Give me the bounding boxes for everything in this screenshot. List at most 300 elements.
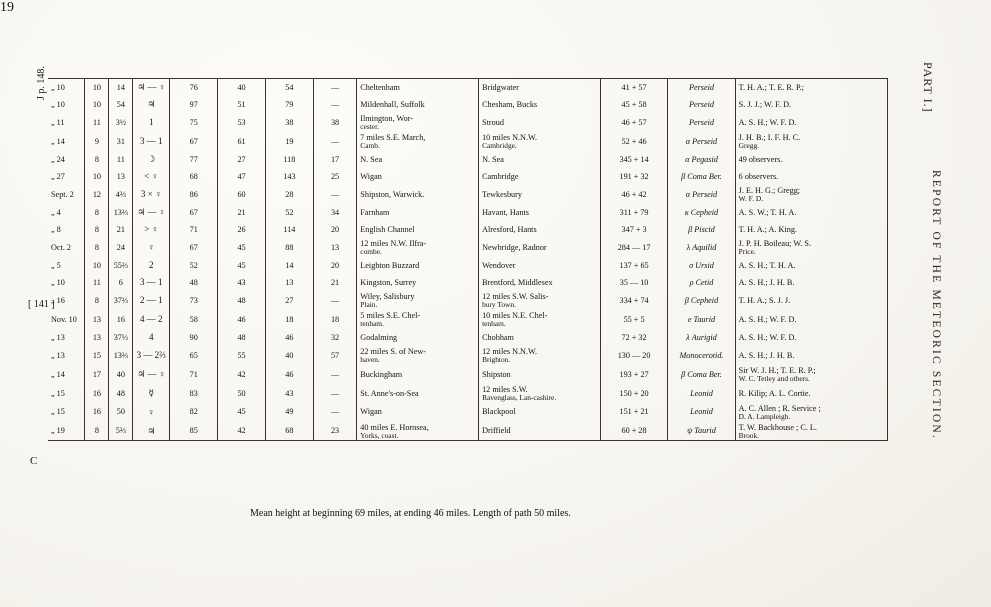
cell-magnitude-text: 4 [149,332,154,343]
cell-minute [109,257,133,274]
cell-observers [735,274,887,291]
cell-magnitude [133,238,170,257]
cell-from [357,204,479,221]
cell-observers-text2: Brook. [738,430,759,440]
cell-observers-text: A. S. H.; W. F. D. [738,314,797,324]
cell-value-1 [170,384,218,403]
cell-observers-text2: W. F. D. [738,194,764,204]
cell-value-2 [218,365,266,384]
cell-magnitude [133,329,170,346]
cell-value-3 [265,168,313,185]
cell-to-text: Chesham, Bucks [482,99,538,109]
cell-minute [109,96,133,113]
cell-value-4 [313,365,356,384]
cell-from [357,274,479,291]
cell-magnitude-text: ♃ — ♀ [137,369,166,380]
cell-from-text2: haven. [360,354,380,364]
cell-magnitude-text: 3 — 2⅔ [136,350,166,361]
cell-value-1 [170,132,218,151]
cell-heights [600,291,667,310]
cell-hour-text: 8 [94,426,99,436]
left-margin-reference: J p. 148. [36,66,47,100]
cell-observers [735,257,887,274]
cell-magnitude-text: ♃ — ♀ [137,207,166,218]
cell-value-4-text: 21 [330,277,340,287]
cell-radiant [668,204,735,221]
cell-value-1-text: 77 [189,154,198,164]
cell-value-3-text: 54 [285,82,294,92]
table-row [48,310,888,329]
cell-radiant [668,257,735,274]
left-margin-folio: [ 141 ] [28,299,55,310]
cell-observers-text: A. S. H.; W. F. D. [738,117,797,127]
cell-value-3 [265,204,313,221]
cell-magnitude-text: 1 [149,117,154,128]
cell-date [48,274,85,291]
cell-observers-text: Sir W. J. H.; T. E. R. P.; [738,365,816,375]
cell-minute [109,204,133,221]
cell-heights-text: 284 — 17 [617,242,651,252]
cell-radiant [668,238,735,257]
cell-to [479,238,601,257]
cell-observers [735,221,887,238]
cell-value-4-text: — [330,189,340,199]
cell-from-text2: Yorks, coast. [360,430,399,440]
cell-value-3 [265,185,313,204]
cell-minute-text: 48 [116,388,125,398]
cell-value-4-text: 13 [330,242,340,252]
cell-value-4-text: 32 [330,332,340,342]
cell-hour [85,185,109,204]
cell-observers-text2: W. C. Tetley and others. [738,373,810,383]
cell-to-text: Newbridge, Radnor [482,242,547,252]
cell-from [357,384,479,403]
cell-to [479,96,601,113]
cell-heights [600,132,667,151]
table-body [48,79,888,441]
cell-to-text2: tenham. [482,318,506,328]
cell-to [479,422,601,441]
cell-value-1 [170,365,218,384]
cell-value-3-text: 114 [283,224,296,234]
cell-heights-text: 41 + 57 [621,82,647,92]
cell-heights-text: 46 + 57 [621,117,647,127]
cell-date-text: „ 8 [51,224,61,234]
cell-observers [735,151,887,168]
cell-to [479,79,601,97]
cell-value-2-text: 21 [237,207,246,217]
cell-value-4-text: — [330,388,340,398]
cell-to [479,257,601,274]
cell-value-4 [313,204,356,221]
table-row [48,96,888,113]
cell-from-text: Leighton Buzzard [360,260,420,270]
cell-value-3 [265,221,313,238]
cell-from [357,151,479,168]
cell-to [479,168,601,185]
cell-from [357,403,479,422]
table-row [48,79,888,97]
cell-value-4 [313,151,356,168]
cell-value-1-text: 52 [189,260,198,270]
cell-observers-text: 6 observers. [738,171,779,181]
cell-value-3 [265,113,313,132]
cell-from-text: Wigan [360,407,382,417]
cell-radiant [668,274,735,291]
cell-from-text2: cester. [360,122,379,132]
cell-observers-text: A. S. H.; T. H. A. [738,260,796,270]
cell-radiant-text: α Perseid [685,136,718,146]
cell-to-text2: Brighton. [482,354,511,364]
cell-observers [735,238,887,257]
cell-from-text: Buckingham [360,369,403,379]
cell-observers-text: T. W. Backhouse ; C. L. [738,422,817,432]
cell-date-text: „ 14 [51,369,65,379]
data-table [48,78,888,441]
cell-to [479,185,601,204]
cell-heights-text: 130 — 20 [617,350,651,360]
cell-value-3-text: 18 [285,314,294,324]
cell-value-4 [313,113,356,132]
cell-date [48,384,85,403]
cell-value-3-text: 28 [285,189,294,199]
cell-heights [600,310,667,329]
cell-observers-text: J. H. B.; I. F. H. C. [738,132,801,142]
table-row [48,257,888,274]
cell-value-4-text: — [330,99,340,109]
cell-value-1-text: 48 [189,277,198,287]
cell-radiant [668,346,735,365]
cell-to-text: 12 miles N.N.W. [482,346,538,356]
cell-observers [735,132,887,151]
cell-observers-text2: D. A. Lampleigh. [738,411,791,421]
cell-radiant-text: Perseid [688,117,714,127]
cell-hour [85,403,109,422]
cell-magnitude [133,185,170,204]
cell-hour [85,365,109,384]
cell-date-text: „ 13 [51,350,65,360]
cell-from [357,422,479,441]
cell-magnitude-text: < ♀ [144,171,159,182]
cell-value-2-text: 48 [237,332,246,342]
cell-radiant-text: ρ Cetid [689,277,714,287]
cell-value-2-text: 48 [237,295,246,305]
cell-heights-text: 311 + 79 [619,207,649,217]
cell-date [48,113,85,132]
cell-magnitude-text: 3 × ♀ [140,189,162,200]
cell-magnitude-text: 3 — 1 [140,136,163,147]
cell-hour-text: 10 [92,260,102,270]
cell-to [479,204,601,221]
cell-value-3-text: 68 [285,426,294,436]
cell-observers [735,329,887,346]
cell-from-text: Ilmington, Wor- [360,114,413,123]
cell-minute-text: 16 [116,314,125,324]
cell-value-3-text: 13 [285,277,294,287]
cell-hour [85,384,109,403]
cell-heights [600,113,667,132]
cell-value-4 [313,96,356,113]
cell-radiant-text: β Coma Ber. [681,369,722,379]
cell-value-1-text: 82 [189,407,198,417]
cell-from-text: Shipston, Warwick. [360,189,425,199]
cell-hour-text: 10 [92,82,102,92]
cell-heights-text: 35 — 10 [619,277,649,287]
cell-value-4 [313,422,356,441]
table-row [48,403,888,422]
cell-from [357,346,479,365]
cell-to-text: Wendover [482,260,516,270]
table-row [48,132,888,151]
cell-value-2-text: 45 [237,260,246,270]
cell-minute [109,185,133,204]
cell-date-text: „ 13 [51,332,65,342]
cell-from-text: 5 miles S.E. Chel- [360,310,421,320]
cell-hour [85,151,109,168]
cell-date-text: „ 4 [51,207,61,217]
cell-value-1 [170,403,218,422]
cell-value-2 [218,113,266,132]
cell-heights [600,422,667,441]
cell-minute [109,365,133,384]
cell-hour-text: 11 [92,277,101,287]
cell-hour-text: 13 [92,314,102,324]
cell-value-4 [313,221,356,238]
cell-date-text: „ 10 [51,99,65,109]
cell-hour-text: 17 [92,369,102,379]
cell-value-4 [313,238,356,257]
table-row [48,346,888,365]
cell-value-4 [313,132,356,151]
signature-mark: C [30,455,38,467]
cell-magnitude [133,403,170,422]
cell-observers [735,96,887,113]
cell-date-text: „ 15 [51,407,65,417]
cell-date [48,96,85,113]
cell-date [48,151,85,168]
cell-date [48,168,85,185]
cell-value-2 [218,132,266,151]
cell-minute-text: 31 [116,136,125,146]
cell-observers-text: T. H. A.; A. King. [738,224,797,234]
cell-observers [735,310,887,329]
page-number: 19 [0,0,14,15]
cell-minute-text: 14 [116,82,125,92]
cell-value-3-text: 38 [285,117,294,127]
cell-observers [735,422,887,441]
cell-from-text2: tenham. [360,318,384,328]
cell-date-text: „ 27 [51,171,65,181]
footnote: Mean height at beginning 69 miles, at ending 46 miles. Length of path 50 miles. [250,508,571,519]
cell-to-text2: Cambridge. [482,141,517,151]
cell-date [48,403,85,422]
cell-date-text: Nov. 10 [51,314,77,324]
cell-from [357,132,479,151]
cell-observers-text: J. E. H. G.; Gregg; [738,185,801,195]
cell-to-text: 12 miles S.W. Salis- [482,291,549,301]
cell-observers [735,79,887,97]
table-row [48,274,888,291]
cell-heights-text: 345 + 14 [619,154,649,164]
cell-minute-text: 40 [116,369,125,379]
cell-value-4 [313,329,356,346]
cell-to-text: 10 miles N.N.W. [482,132,538,142]
cell-value-1 [170,329,218,346]
cell-date-text: „ 15 [51,388,65,398]
cell-heights [600,346,667,365]
cell-heights [600,365,667,384]
cell-heights-text: 52 + 46 [621,136,647,146]
cell-to-text: 10 miles N.E. Chel- [482,310,548,320]
cell-observers-text2: Gregg. [738,141,759,151]
cell-from [357,113,479,132]
cell-value-3-text: 52 [285,207,294,217]
cell-value-2-text: 42 [237,426,246,436]
cell-value-2 [218,185,266,204]
cell-value-1-text: 67 [189,136,198,146]
meteor-observations-table [48,78,888,441]
cell-value-2 [218,238,266,257]
cell-value-3-text: 14 [285,260,294,270]
cell-hour [85,274,109,291]
cell-hour [85,310,109,329]
cell-value-4 [313,384,356,403]
cell-magnitude [133,422,170,441]
cell-magnitude [133,151,170,168]
cell-date-text: Oct. 2 [51,242,72,252]
cell-hour-text: 8 [94,242,99,252]
part-label: PART I.] [921,62,935,113]
cell-value-4-text: 23 [330,426,340,436]
cell-minute [109,329,133,346]
cell-to-text2: bury Town. [482,300,516,309]
cell-minute-text: 24 [116,242,125,252]
cell-magnitude [133,221,170,238]
cell-hour-text: 8 [94,207,99,217]
cell-radiant [668,113,735,132]
cell-value-3-text: 40 [285,350,294,360]
cell-heights-text: 193 + 27 [619,369,649,379]
cell-value-2 [218,274,266,291]
cell-hour [85,79,109,97]
cell-value-4 [313,79,356,97]
cell-value-1 [170,185,218,204]
cell-date [48,257,85,274]
cell-from-text: St. Anne's-on-Sea [360,388,419,398]
cell-value-1-text: 58 [189,314,198,324]
cell-radiant-text: Leonid [690,388,713,398]
cell-magnitude-text: 4 — 2 [140,314,163,325]
table-row [48,185,888,204]
cell-value-2-text: 43 [237,277,246,287]
cell-magnitude-text: ☿ [148,388,155,399]
cell-value-2 [218,329,266,346]
cell-from-text: Mildenhall, Suffolk [360,99,425,109]
table-row [48,221,888,238]
cell-observers [735,113,887,132]
cell-value-2-text: 26 [237,224,246,234]
cell-hour-text: 9 [94,136,99,146]
table-row [48,168,888,185]
cell-heights-text: 191 + 32 [619,171,649,181]
cell-date-text: „ 16 [51,295,65,305]
cell-value-2-text: 27 [237,154,246,164]
cell-radiant-text: κ Cepheid [684,207,719,217]
cell-value-2 [218,151,266,168]
cell-to-text: Bridgwater [482,82,519,92]
cell-to-text: Brentford, Middlesex [482,277,553,287]
cell-date-text: „ 5 [51,260,61,270]
cell-value-1 [170,168,218,185]
cell-value-2 [218,310,266,329]
cell-to-text: 12 miles S.W. [482,384,528,394]
cell-value-1-text: 71 [189,369,198,379]
cell-minute [109,310,133,329]
cell-hour [85,168,109,185]
cell-heights [600,168,667,185]
cell-value-2 [218,346,266,365]
cell-to-text: Alresford, Hants [482,224,537,234]
cell-hour-text: 10 [92,99,102,109]
cell-to-text: N. Sea [482,154,504,164]
cell-value-1 [170,422,218,441]
cell-value-2-text: 40 [237,82,246,92]
cell-from-text: Godalming [360,332,398,342]
cell-heights [600,257,667,274]
cell-value-2-text: 51 [237,99,246,109]
cell-value-1 [170,204,218,221]
cell-date [48,365,85,384]
cell-radiant-text: Monocerotid. [679,350,724,360]
cell-value-2-text: 45 [237,407,246,417]
cell-from-text: 7 miles S.E. March, [360,132,426,142]
cell-observers-text: S. J. J.; W. F. D. [738,99,792,109]
cell-value-3 [265,346,313,365]
cell-hour-text: 8 [94,224,99,234]
cell-value-1 [170,96,218,113]
cell-magnitude [133,274,170,291]
cell-radiant-text: σ Ursid [689,260,714,270]
cell-from-text: N. Sea [360,154,383,164]
cell-radiant [668,151,735,168]
cell-radiant [668,422,735,441]
cell-value-1-text: 85 [189,426,198,436]
cell-from [357,96,479,113]
cell-hour [85,221,109,238]
cell-radiant-text: Perseid [688,82,714,92]
cell-heights [600,238,667,257]
cell-from-text2: Plain. [360,300,378,309]
cell-radiant [668,185,735,204]
cell-from-text: 40 miles E. Hornsea, [360,422,429,432]
cell-hour-text: 16 [92,388,102,398]
cell-value-2 [218,204,266,221]
cell-value-1-text: 97 [189,99,198,109]
cell-date [48,79,85,97]
cell-observers [735,185,887,204]
cell-heights [600,185,667,204]
cell-value-3-text: 46 [285,332,294,342]
cell-value-4-text: — [330,82,340,92]
cell-hour [85,257,109,274]
cell-value-2 [218,221,266,238]
cell-from-text: Wigan [360,171,382,181]
cell-observers-text: T. H. A.; T. E. R. P.; [738,82,804,92]
cell-observers [735,365,887,384]
cell-observers-text: A. S. H.; J. H. B. [738,350,795,360]
cell-magnitude [133,79,170,97]
cell-to [479,132,601,151]
